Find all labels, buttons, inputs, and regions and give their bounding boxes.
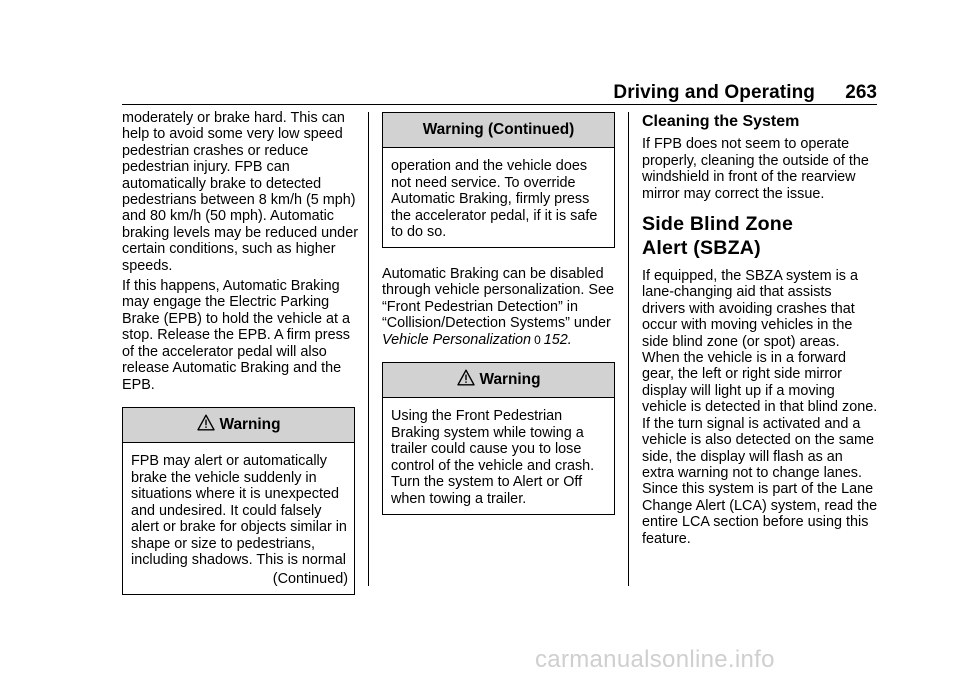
body-paragraph: moderately or brake hard. This can help to avoid some very low speed pedestrian crashes or reduce pedestrian injury. FPB can automatically brake to detected pedestrians between 8 km/h (5 mph) and 80 km/h (50 mph). Automatic braking levels may be reduced under certain conditions, such as higher speeds. <box>122 110 358 274</box>
warning-title: Warning <box>219 415 281 433</box>
subsection-heading: Cleaning the System <box>642 113 800 130</box>
page-reference-icon: 0 <box>534 332 541 347</box>
section-heading-line: Side Blind Zone <box>642 213 794 236</box>
column-divider <box>368 112 369 586</box>
cross-reference-link[interactable] <box>382 332 572 348</box>
warning-header <box>123 408 354 443</box>
reference-page: 152. <box>543 331 572 348</box>
warning-icon <box>197 414 215 435</box>
page-header <box>122 82 877 106</box>
warning-header <box>383 113 614 148</box>
body-paragraph: If equipped, the SBZA system is a lane-changing aid that assists drivers with avoiding crashes that occur with moving vehicles in the side blind zone (or spot) areas. When the vehicle is in a forward gear, the left or right side mirror display will light up if a moving vehicle is detected in that blind zone. If the turn signal is activated and a vehicle is also detected on the same side, the display will flash as an extra warning not to change lanes. Since this system is part of the Lane Change Alert (LCA) system, read the entire LCA section before using this feature. <box>642 268 878 547</box>
warning-text: FPB may alert or automatically brake the vehicle suddenly in situations where it is unexpected and undesired. It could falsely alert or brake for objects similar in shape or size to pedestrians, including shadows. This is normal <box>131 452 347 569</box>
section-heading <box>642 212 878 260</box>
column-2 <box>382 112 618 515</box>
section-title: Driving and Operating <box>613 82 815 103</box>
body-paragraph: If this happens, Automatic Braking may engage the Electric Parking Brake (EPB) to hold the vehicle at a stop. Release the EPB. A firm press of the accelerator pedal will also release Automatic Braking and the EPB. <box>122 278 350 393</box>
header-rule <box>122 104 877 105</box>
page-number: 263 <box>845 82 877 103</box>
continued-label: (Continued) <box>272 571 348 588</box>
paragraph-text: Automatic Braking can be disabled through vehicle personalization. See “Front Pedestrian Detection” in “Collision/Detection Systems” under <box>382 265 614 332</box>
column-3 <box>642 110 878 551</box>
section-heading-line: Alert (SBZA) <box>642 237 761 260</box>
warning-continued-box <box>382 112 615 248</box>
warning-title: Warning (Continued) <box>422 120 575 138</box>
warning-text: operation and the vehicle does not need service. To override Automatic Braking, firmly press the accelerator pedal, if it is safe to do so. <box>391 158 598 241</box>
warning-box <box>382 362 615 515</box>
warning-title: Warning <box>479 370 541 388</box>
column-1 <box>122 110 358 595</box>
warning-box <box>122 407 355 595</box>
column-divider <box>628 112 629 586</box>
warning-icon <box>457 369 475 390</box>
reference-title: Vehicle Personalization <box>382 331 532 348</box>
warning-header <box>383 363 614 398</box>
watermark: carmanualsonline.info <box>535 646 775 673</box>
body-paragraph: If FPB does not seem to operate properly, cleaning the outside of the windshield in front of the rearview mirror may correct the issue. <box>642 136 869 202</box>
body-paragraph <box>382 266 618 348</box>
warning-text: Using the Front Pedestrian Braking system while towing a trailer could cause you to lose control of the vehicle and crash. Turn the system to Alert or Off when towing a trailer. <box>391 408 595 507</box>
